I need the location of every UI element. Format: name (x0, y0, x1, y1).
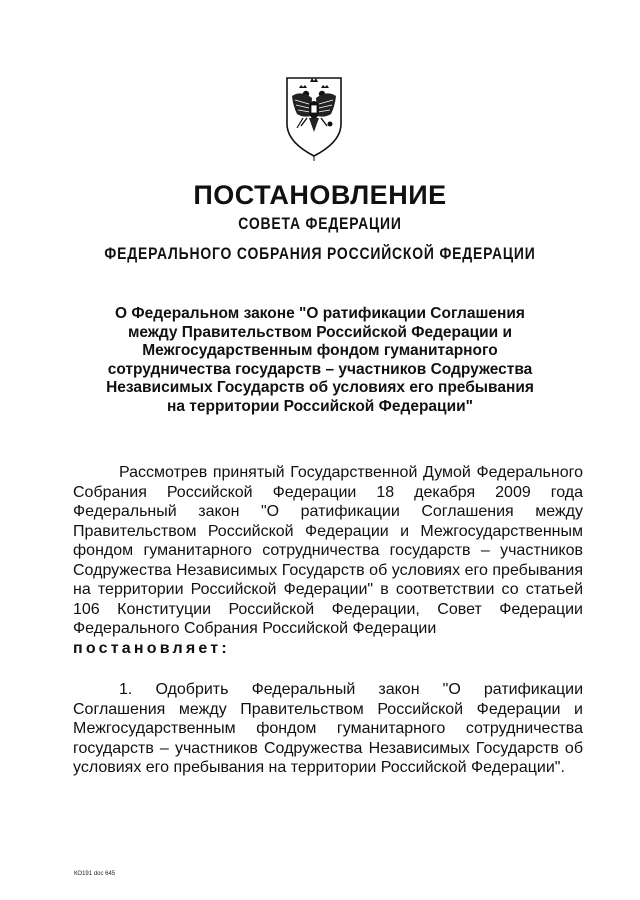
paragraph-item-1: 1. Одобрить Федеральный закон "О ратификации Соглашения между Правительством Российской Федерации и Межгосударственным фондом гуманитарного сотрудничества государств – участников Содружества Независимых Государств об условиях его пребывания на территории Российской Федерации". (73, 681, 583, 776)
preamble-text: Рассмотрев принятый Государственной Думой Федерального Собрания Российской Федерации 18 декабря 2009 года Федеральный закон "О ратификации Соглашения между Правительством Российской Федерации и Межгосударственным фондом гуманитарного сотрудничества государств – участников Содружества Независимых Государств об условиях его пребывания на территории Российской Федерации" в соответствии со статьей 106 Конституции Российской Федерации, Совет Федерации Федерального Собрания Российской Федерации (73, 464, 583, 637)
document-body (73, 463, 583, 794)
heading-line: О Федеральном законе "О ратификации Соглашения (115, 305, 525, 322)
paragraph-preamble (73, 463, 583, 658)
document-subtitle-assembly: ФЕДЕРАЛЬНОГО СОБРАНИЯ РОССИЙСКОЙ ФЕДЕРАЦИИ (104, 244, 536, 263)
document-subtitle-council: СОВЕТА ФЕДЕРАЦИИ (238, 214, 402, 233)
heading-line: сотрудничества государств – участников Содружества (107, 360, 533, 378)
footer-document-code: КО191 doc 645 (74, 871, 116, 877)
document-title: ПОСТАНОВЛЕНИЕ (193, 180, 447, 210)
heading-line: Межгосударственным фондом гуманитарного (142, 342, 498, 359)
resolution-heading (80, 305, 560, 416)
heading-line: между Правительством Российской Федерации и (127, 323, 513, 341)
russian-coat-of-arms-icon (279, 72, 349, 162)
resolves-keyword: постановляет: (73, 639, 230, 657)
heading-line: на территории Российской Федерации" (167, 397, 473, 415)
heading-line: Независимых Государств об условиях его пребывания (106, 379, 534, 396)
